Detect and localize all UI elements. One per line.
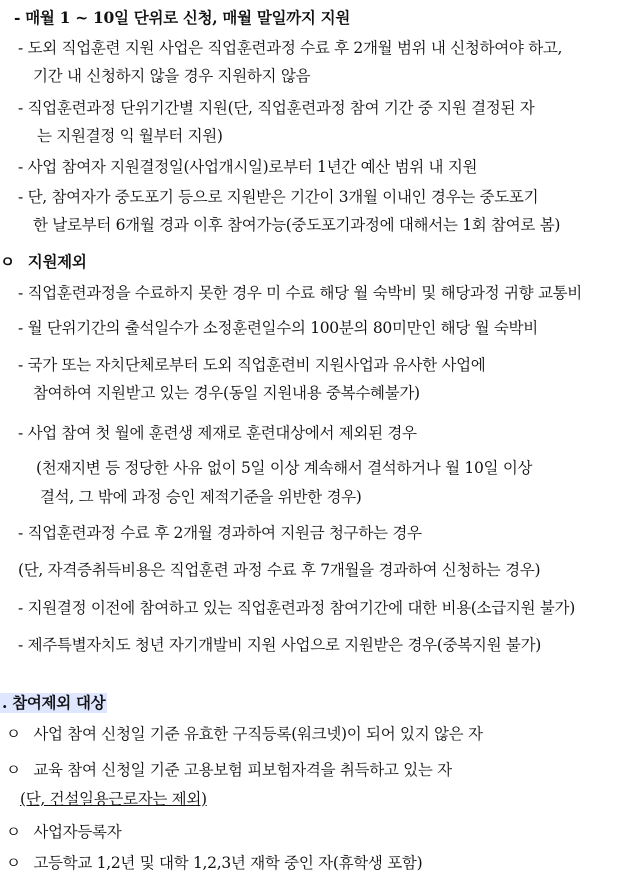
list-item: - 국가 또는 자치단체로부터 도외 직업훈련비 지원사업과 유사한 사업에 bbox=[18, 356, 486, 374]
list-item-continuation: 는 지원결정 익 월부터 지원) bbox=[37, 127, 223, 145]
list-item bbox=[6, 760, 452, 780]
section-title: 지원제외 bbox=[27, 252, 87, 271]
list-item: - 직업훈련과정을 수료하지 못한 경우 미 수료 해당 월 숙박비 및 해당과정 귀향 교통비 bbox=[18, 284, 582, 302]
list-item-continuation: 한 날로부터 6개월 경과 이후 참여가능(중도포기과정에 대해서는 1회 참여로 봄) bbox=[33, 216, 561, 234]
list-item bbox=[6, 724, 483, 744]
list-item-text: 사업 참여 신청일 기준 유효한 구직등록(워크넷)이 되어 있지 않은 자 bbox=[33, 725, 483, 743]
list-item-text: 고등학교 1,2년 및 대학 1,2,3년 재학 중인 자(휴학생 포함) bbox=[33, 854, 423, 872]
circle-bullet-icon: ㅇ bbox=[6, 725, 21, 743]
section-heading-participation-exclusion bbox=[0, 693, 107, 713]
list-item: - 도외 직업훈련 지원 사업은 직업훈련과정 수료 후 2개월 범위 내 신청하여야 하고, bbox=[18, 39, 563, 57]
list-item bbox=[6, 822, 121, 842]
circle-bullet-icon: ㅇ bbox=[6, 823, 21, 841]
list-item-text: 사업자등록자 bbox=[33, 823, 122, 841]
circle-bullet-icon: ㅇ bbox=[0, 252, 15, 271]
list-item: - 직업훈련과정 수료 후 2개월 경과하여 지원금 청구하는 경우 bbox=[18, 524, 422, 542]
list-item: - 사업 참여 첫 월에 훈련생 제재로 훈련대상에서 제외된 경우 bbox=[18, 424, 417, 442]
circle-bullet-icon: ㅇ bbox=[6, 854, 21, 872]
list-item-text: 교육 참여 신청일 기준 고용보험 피보험자격을 취득하고 있는 자 bbox=[33, 761, 452, 779]
section-heading-schedule: - 매월 1 ~ 10일 단위로 신청, 매월 말일까지 지원 bbox=[14, 8, 351, 27]
list-item: - 단, 참여자가 중도포기 등으로 지원받은 기간이 3개월 이내인 경우는 중도포기 bbox=[18, 188, 539, 206]
list-item-note: (단, 자격증취득비용은 직업훈련 과정 수료 후 7개월을 경과하여 신청하는 경우) bbox=[18, 561, 541, 579]
list-item-continuation: 기간 내 신청하지 않을 경우 지원하지 않음 bbox=[33, 67, 311, 85]
list-item bbox=[6, 853, 422, 873]
list-item-note: (단, 건설일용근로자는 제외) bbox=[20, 790, 207, 808]
circle-bullet-icon: ㅇ bbox=[6, 761, 21, 779]
list-item: - 제주특별자치도 청년 자기개발비 지원 사업으로 지원받은 경우(중복지원 불가) bbox=[18, 636, 541, 654]
section-title: . 참여제외 대상 bbox=[2, 693, 106, 712]
list-item-continuation: 참여하여 지원받고 있는 경우(동일 지원내용 중복수혜불가) bbox=[33, 384, 420, 402]
list-item: - 직업훈련과정 단위기간별 지원(단, 직업훈련과정 참여 기간 중 지원 결정된 자 bbox=[18, 99, 535, 117]
list-item: - 지원결정 이전에 참여하고 있는 직업훈련과정 참여기간에 대한 비용(소급지원 불가) bbox=[18, 599, 575, 617]
section-heading-exclusion bbox=[0, 252, 87, 272]
list-item-continuation: (천재지변 등 정당한 사유 없이 5일 이상 계속해서 결석하거나 월 10일 이상 bbox=[36, 459, 533, 477]
list-item: - 월 단위기간의 출석일수가 소정훈련일수의 100분의 80미만인 해당 월 숙박비 bbox=[18, 319, 538, 337]
list-item: - 사업 참여자 지원결정일(사업개시일)로부터 1년간 예산 범위 내 지원 bbox=[18, 158, 478, 176]
list-item-continuation: 결석, 그 밖에 과정 승인 제적기준을 위반한 경우) bbox=[40, 488, 362, 506]
